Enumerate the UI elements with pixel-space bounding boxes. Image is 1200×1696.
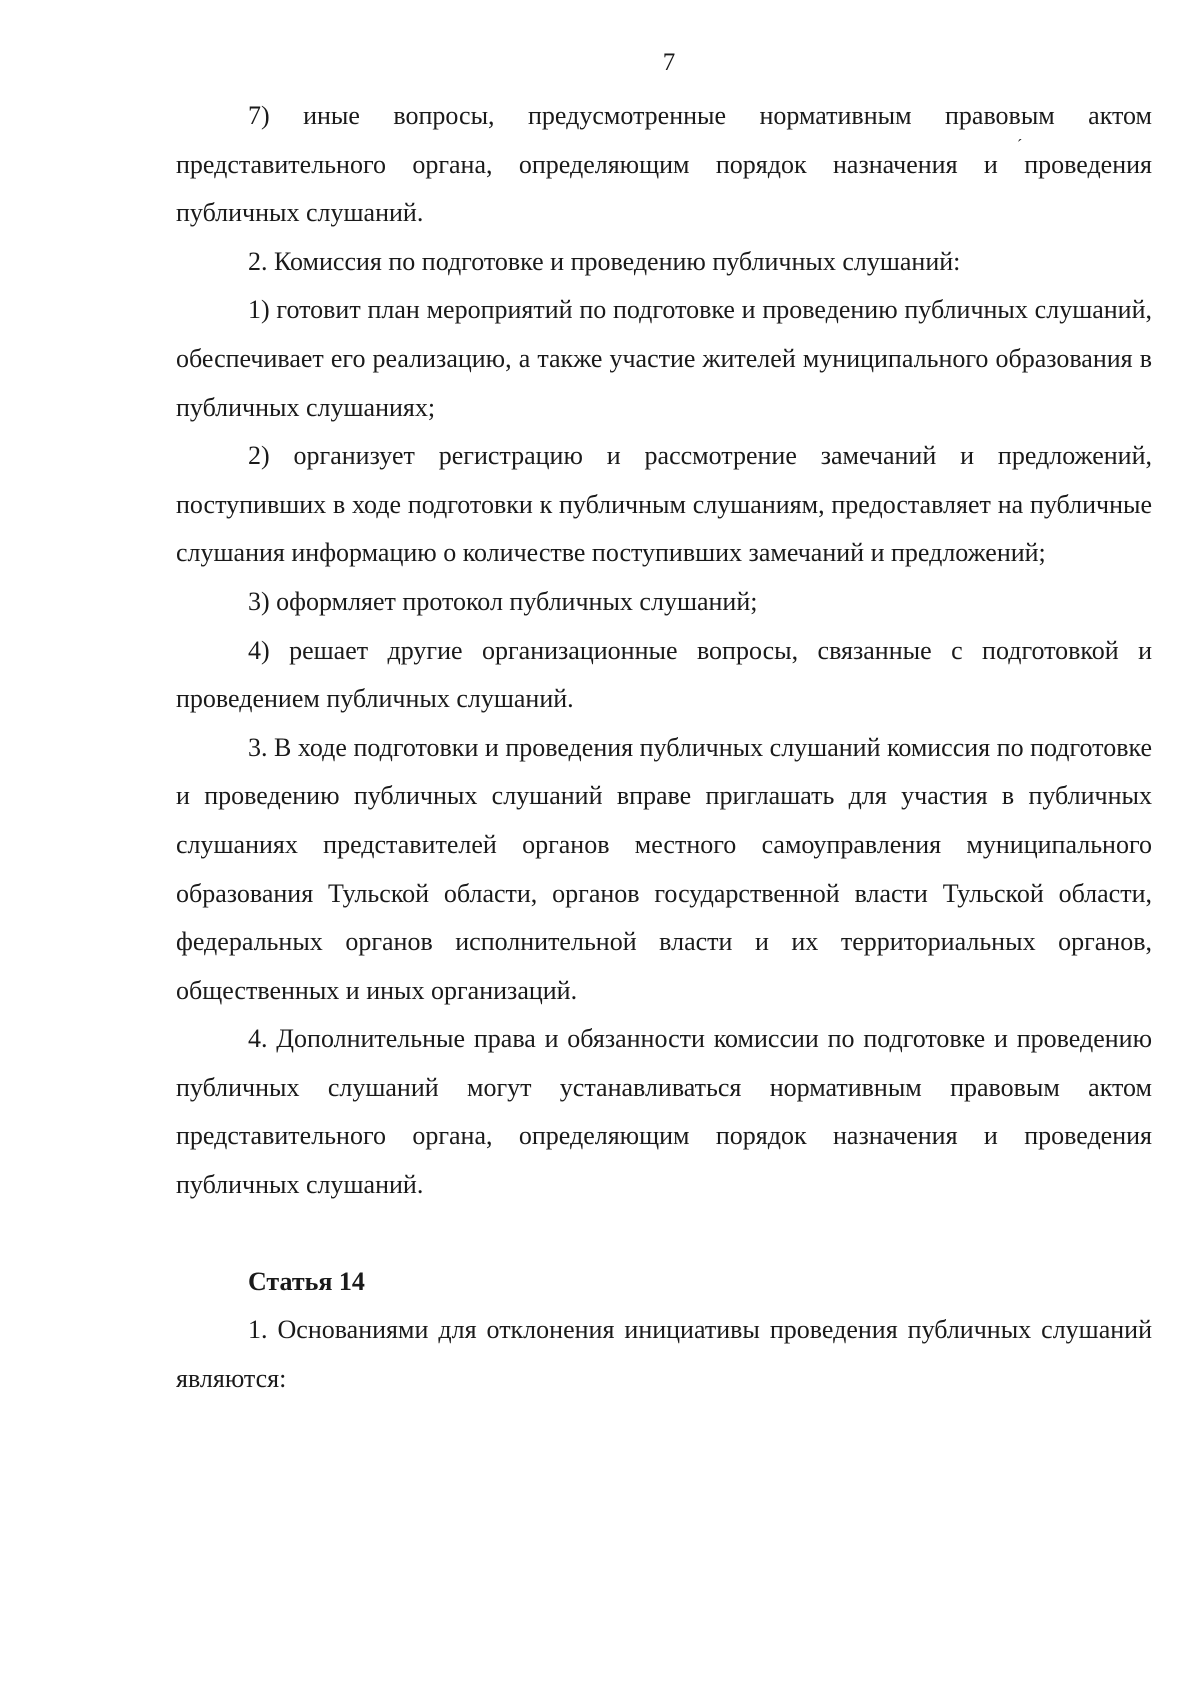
paragraph-item-3: 3) оформляет протокол публичных слушаний; <box>248 586 758 616</box>
document-body <box>176 92 1152 1403</box>
paragraph-item-2: 2) организует регистрацию и рассмотрение замечаний и предложений, поступивших в ходе подготовки к публичным слушаниям, предоставляет на публичные слушания информацию о количестве поступивших замечаний и предложений; <box>176 441 1152 568</box>
paragraph-item-7: 7) иные вопросы, предусмотренные нормативным правовым актом представительного органа, определяющим порядок назначения и проведения публичных слушаний. <box>176 101 1152 228</box>
stray-tick-mark: ˊ <box>1017 137 1023 154</box>
paragraph-item-1: 1) готовит план мероприятий по подготовке и проведению публичных слушаний, обеспечивает его реализацию, а также участие жителей муниципального образования в публичных слушаниях; <box>176 295 1152 422</box>
article-heading: Статья 14 <box>248 1266 365 1296</box>
article-paragraph-1: 1. Основаниями для отклонения инициативы проведения публичных слушаний являются: <box>176 1315 1152 1393</box>
page-number: 7 <box>662 49 676 76</box>
paragraph-item-4: 4) решает другие организационные вопросы, связанные с подготовкой и проведением публичных слушаний. <box>176 635 1152 714</box>
paragraph-section-4: 4. Дополнительные права и обязанности комиссии по подготовке и проведению публичных слушаний могут устанавливаться нормативным правовым актом представительного органа, определяющим порядок назначения и проведения публичных слушаний. <box>176 1024 1152 1200</box>
paragraph-commission-intro: 2. Комиссия по подготовке и проведению публичных слушаний: <box>248 246 961 276</box>
paragraph-section-3: 3. В ходе подготовки и проведения публичных слушаний комиссия по подготовке и проведению публичных слушаний вправе приглашать для участия в публичных слушаниях представителей органов местного самоуправления муниципального образования Тульской области, органов государственной власти Тульской области, федеральных органов исполнительной власти и их территориальных органов, общественных и иных организаций. <box>176 732 1152 1005</box>
